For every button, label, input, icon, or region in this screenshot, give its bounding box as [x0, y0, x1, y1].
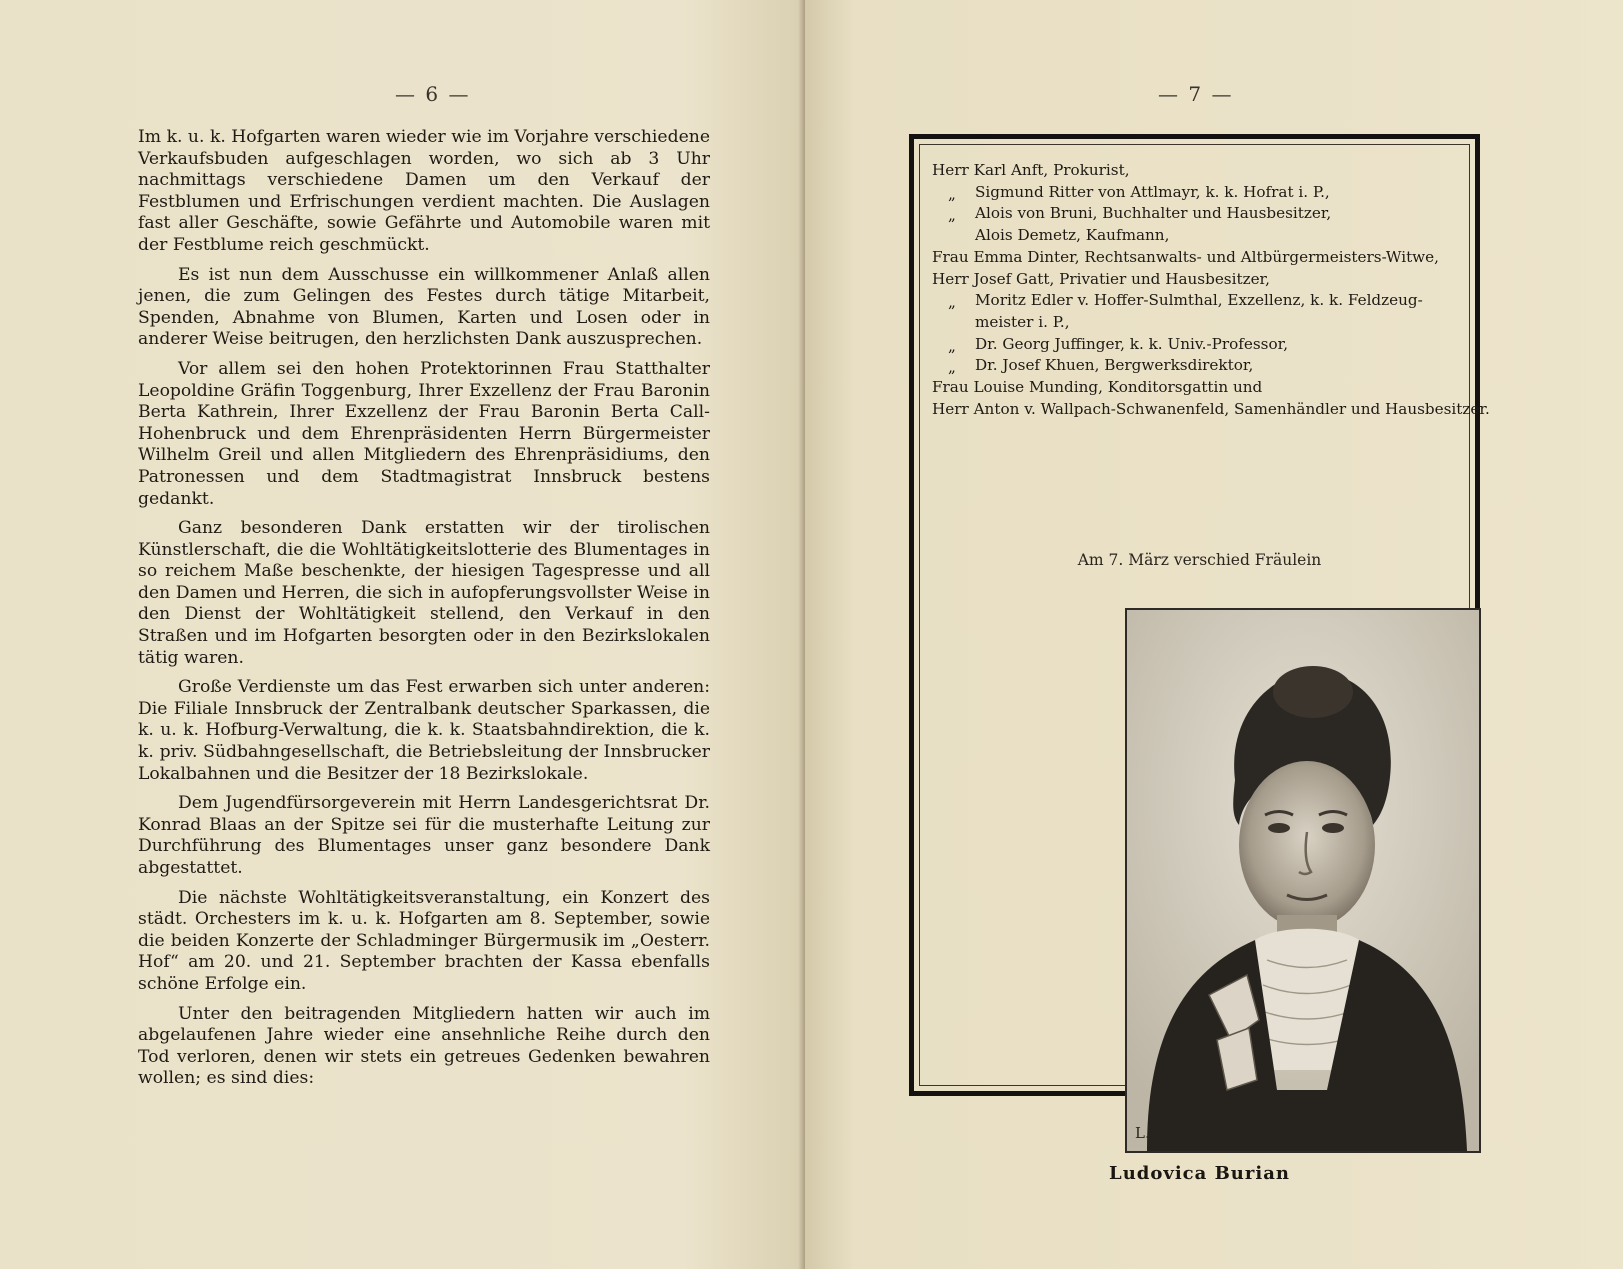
name-prefix: Herr: [932, 161, 969, 179]
right-page: [805, 0, 1623, 1269]
list-item: [932, 225, 1460, 247]
paragraph: Unter den beitragenden Mitgliedern hatten wir auch im abgelaufenen Jahre wieder eine ansehnliche Reihe durch den Tod verloren, denen wir stets ein getreues Gedenken bewahren wollen; es sind dies:: [138, 1003, 710, 1089]
paragraph: Vor allem sei den hohen Protektorinnen Frau Statthalter Leopoldine Gräfin Toggenburg, Ihrer Exzellenz der Frau Baronin Berta Kathrein, Ihrer Exzellenz der Frau Baronin Berta Call-Hohenbruck und dem Ehrenpräsidenten Herrn Bürgermeister Wilhelm Greil und allen Mitgliedern des Ehrenpräsidiums, den Patronessen und dem Stadtmagistrat Innsbruck bestens gedankt.: [138, 358, 710, 509]
list-item: [932, 247, 1460, 269]
name-text: Karl Anft, Prokurist,: [973, 161, 1130, 179]
name-text: Alois von Bruni, Buchhalter und Hausbesitzer,: [975, 204, 1332, 223]
portrait-signature: L.: [1135, 1124, 1150, 1142]
name-text: Dr. Georg Juffinger, k. k. Univ.-Professor,: [975, 334, 1289, 353]
list-item: [932, 182, 1460, 204]
name-text: Sigmund Ritter von Attlmayr, k. k. Hofrat i. P.,: [975, 182, 1330, 201]
list-item: [932, 312, 1460, 334]
portrait-illustration: [1127, 610, 1479, 1151]
paragraph: Die nächste Wohltätigkeitsveranstaltung, ein Konzert des städt. Orchesters im k. u. k. Hofgarten am 8. September, sowie die beiden Konzerte der Schladminger Bürgermusik im „Oesterr. Hof“ am 20. und 21. September brachten der Kassa ebenfalls schöne Erfolge ein.: [138, 887, 710, 994]
paragraph: Ganz besonderen Dank erstatten wir der tirolischen Künstlerschaft, die die Wohltätigkeitslotterie des Blumentages in so reichem Maße beschenkte, der hiesigen Tagespresse und all den Damen und Herren, die sich in aufopferungsvollster Weise in den Dienst der Wohltätigkeit stellend, den Verkauf in den Straßen und im Hofgarten besorgten oder in den Bezirkslokalen tätig waren.: [138, 518, 710, 668]
paragraph: Große Verdienste um das Fest erwarben sich unter anderen: Die Filiale Innsbruck der Zentralbank deutscher Sparkassen, die k. u. k. Hofburg-Verwaltung, die k. k. Staatsbahndirektion, die k. k. priv. Südbahngesellschaft, die Betriebsleitung der Innsbrucker Lokalbahnen und die Besitzer der 18 Bezirkslokale.: [138, 677, 710, 784]
list-item: [932, 334, 1460, 356]
obituary-closing-line: Am 7. März verschied Fräulein: [1077, 551, 1322, 569]
portrait-photo: [1125, 608, 1481, 1153]
list-item: [932, 399, 1490, 421]
list-item: [932, 290, 1460, 312]
portrait-caption: Ludovica Burian: [1109, 1163, 1290, 1184]
left-page-body: [138, 127, 710, 1098]
ditto-mark: „: [948, 336, 956, 355]
ditto-mark: „: [948, 358, 956, 377]
paragraph: Dem Jugendfürsorgeverein mit Herrn Landesgerichtsrat Dr. Konrad Blaas an der Spitze sei für die musterhafte Leitung zur Durchführung des Blumentages unser ganz besondere Dank abgestattet.: [138, 793, 710, 878]
page-number-left: — 6 —: [395, 82, 471, 106]
name-prefix: Herr: [932, 269, 969, 288]
left-page: [0, 0, 805, 1269]
list-item: [932, 377, 1460, 399]
name-prefix: Frau: [932, 247, 969, 266]
name-text: Moritz Edler v. Hoffer-Sulmthal, Exzellenz, k. k. Feldzeug-: [975, 291, 1423, 310]
page-number-right: — 7 —: [1158, 82, 1234, 106]
name-text: Louise Munding, Konditorsgattin und: [973, 378, 1263, 397]
ditto-mark: „: [948, 184, 956, 203]
name-text: Emma Dinter, Rechtsanwalts- und Altbürgermeisters-Witwe,: [973, 247, 1439, 266]
list-item: [932, 203, 1460, 225]
name-text: Dr. Josef Khuen, Bergwerksdirektor,: [975, 356, 1254, 375]
deceased-members-list: [932, 160, 1490, 420]
name-text: Anton v. Wallpach-Schwanenfeld, Samenhändler und Hausbesitzer.: [973, 399, 1490, 418]
paragraph: Es ist nun dem Ausschusse ein willkommener Anlaß allen jenen, die zum Gelingen des Festes durch tätige Mitarbeit, Spenden, Abnahme von Blumen, Karten und Losen oder in anderer Weise beitrugen, den herzlichsten Dank auszusprechen.: [138, 264, 710, 350]
name-prefix: Herr: [932, 399, 969, 418]
name-prefix: Frau: [932, 378, 969, 397]
list-item: [932, 160, 1460, 182]
name-text: Josef Gatt, Privatier und Hausbesitzer,: [973, 269, 1270, 288]
name-text: Alois Demetz, Kaufmann,: [975, 226, 1170, 245]
ditto-mark: „: [948, 293, 956, 312]
paragraph: Im k. u. k. Hofgarten waren wieder wie im Vorjahre verschiedene Verkaufsbuden aufgeschlagen worden, wo sich ab 3 Uhr nachmittags verschiedene Damen um den Verkauf der Festblumen und Erfrischungen verdient machten. Die Auslagen fast aller Geschäfte, sowie Gefährte und Automobile waren mit der Festblume reich geschmückt.: [138, 127, 710, 255]
ditto-mark: „: [948, 206, 956, 225]
name-text: meister i. P.,: [975, 312, 1070, 331]
list-item: [932, 355, 1460, 377]
list-item: [932, 269, 1460, 291]
